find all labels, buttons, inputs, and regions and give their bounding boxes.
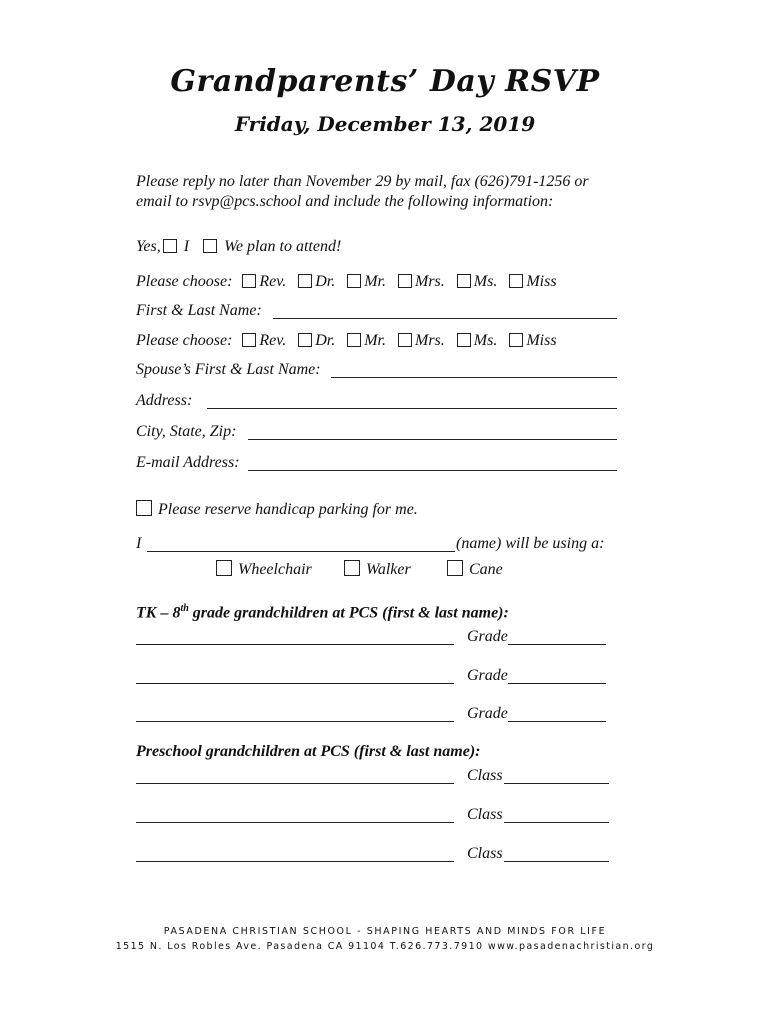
dr-label: Dr. xyxy=(315,273,336,290)
rev-label: Rev. xyxy=(259,332,287,349)
cane-label: Cane xyxy=(469,561,503,578)
mobility-row xyxy=(136,535,141,553)
grade-field-3[interactable] xyxy=(508,721,606,722)
dr-label: Dr. xyxy=(315,332,336,349)
grade-field-1[interactable] xyxy=(508,644,606,645)
cane-checkbox[interactable] xyxy=(447,560,463,576)
handicap-checkbox[interactable] xyxy=(136,500,152,516)
rev-checkbox[interactable] xyxy=(242,274,256,288)
tk-child-name-field-2[interactable] xyxy=(136,683,454,684)
miss-label: Miss xyxy=(526,332,557,349)
class-field-1[interactable] xyxy=(504,783,609,784)
preschool-heading: Preschool grandchildren at PCS (first & last name): xyxy=(136,743,481,760)
spouse-miss-checkbox[interactable] xyxy=(509,333,523,347)
class-label-2: Class xyxy=(467,806,503,823)
city-state-zip-field[interactable] xyxy=(248,439,617,440)
city-state-zip-label: City, State, Zip: xyxy=(136,423,237,440)
walker-label: Walker xyxy=(366,561,411,578)
grade-field-2[interactable] xyxy=(508,683,606,684)
mrs-label: Mrs. xyxy=(415,273,445,290)
mobility-i-label: I xyxy=(136,535,142,552)
wheelchair-checkbox[interactable] xyxy=(216,560,232,576)
handicap-label: Please reserve handicap parking for me. xyxy=(158,501,418,518)
reply-instructions: Please reply no later than November 29 by mail, fax (626)791-1256 or email to rsvp@pcs.school and include the following information: xyxy=(136,173,589,210)
i-checkbox[interactable] xyxy=(163,239,177,253)
ms-label: Ms. xyxy=(473,273,498,290)
spouse-name-field[interactable] xyxy=(331,377,617,378)
we-checkbox[interactable] xyxy=(203,239,217,253)
mr-label: Mr. xyxy=(364,332,386,349)
please-choose-label: Please choose: xyxy=(136,332,233,349)
tk-heading-post: grade grandchildren at PCS (first & last name): xyxy=(188,604,509,622)
title-choice-row-2 xyxy=(136,332,557,350)
wheelchair-option xyxy=(216,560,312,579)
walker-option xyxy=(344,560,411,579)
tk-child-name-field-3[interactable] xyxy=(136,721,454,722)
mobility-name-field[interactable] xyxy=(147,551,455,552)
please-choose-label: Please choose: xyxy=(136,273,233,290)
class-label-1: Class xyxy=(467,767,503,784)
footer-tagline: PASADENA CHRISTIAN SCHOOL - SHAPING HEARTS AND MINDS FOR LIFE xyxy=(163,926,607,937)
event-date: Friday, December 13, 2019 xyxy=(234,112,536,136)
mr-label: Mr. xyxy=(364,273,386,290)
miss-label: Miss xyxy=(526,273,557,290)
class-field-2[interactable] xyxy=(504,822,609,823)
title-choice-row-1 xyxy=(136,273,557,291)
tk-8-heading xyxy=(136,603,509,622)
spouse-dr-checkbox[interactable] xyxy=(298,333,312,347)
yes-label: Yes, xyxy=(136,238,161,255)
tk-heading-sup: th xyxy=(180,603,189,614)
spouse-mr-checkbox[interactable] xyxy=(347,333,361,347)
miss-checkbox[interactable] xyxy=(509,274,523,288)
email-field[interactable] xyxy=(248,470,617,471)
grade-label-3: Grade xyxy=(467,705,508,722)
mrs-checkbox[interactable] xyxy=(398,274,412,288)
rev-label: Rev. xyxy=(259,273,287,290)
preschool-child-name-field-2[interactable] xyxy=(136,822,454,823)
wheelchair-label: Wheelchair xyxy=(238,561,312,578)
class-field-3[interactable] xyxy=(504,861,609,862)
preschool-child-name-field-3[interactable] xyxy=(136,861,454,862)
cane-option xyxy=(447,560,503,579)
spouse-mrs-checkbox[interactable] xyxy=(398,333,412,347)
spouse-rev-checkbox[interactable] xyxy=(242,333,256,347)
spouse-name-label: Spouse’s First & Last Name: xyxy=(136,361,321,378)
footer-address: 1515 N. Los Robles Ave. Pasadena CA 91104 T.626.773.7910 www.pasadenachristian.org xyxy=(115,941,655,952)
handicap-row xyxy=(136,500,418,519)
ms-checkbox[interactable] xyxy=(457,274,471,288)
class-label-3: Class xyxy=(467,845,503,862)
preschool-child-name-field-1[interactable] xyxy=(136,783,454,784)
email-label: E-mail Address: xyxy=(136,454,240,471)
tk-child-name-field-1[interactable] xyxy=(136,644,454,645)
attend-row xyxy=(136,238,341,256)
walker-checkbox[interactable] xyxy=(344,560,360,576)
ms-label: Ms. xyxy=(473,332,498,349)
we-label: We plan to attend! xyxy=(224,238,342,255)
mrs-label: Mrs. xyxy=(415,332,445,349)
mr-checkbox[interactable] xyxy=(347,274,361,288)
i-label: I xyxy=(183,238,190,255)
tk-heading-pre: TK – 8 xyxy=(136,604,181,622)
first-last-name-label: First & Last Name: xyxy=(136,302,262,319)
grade-label-1: Grade xyxy=(467,628,508,645)
address-field[interactable] xyxy=(207,408,617,409)
form-title: Grandparents’ Day RSVP xyxy=(170,64,600,99)
first-last-name-field[interactable] xyxy=(273,318,617,319)
address-label: Address: xyxy=(136,392,193,409)
spouse-ms-checkbox[interactable] xyxy=(457,333,471,347)
dr-checkbox[interactable] xyxy=(298,274,312,288)
mobility-suffix: (name) will be using a: xyxy=(456,535,605,552)
grade-label-2: Grade xyxy=(467,667,508,684)
